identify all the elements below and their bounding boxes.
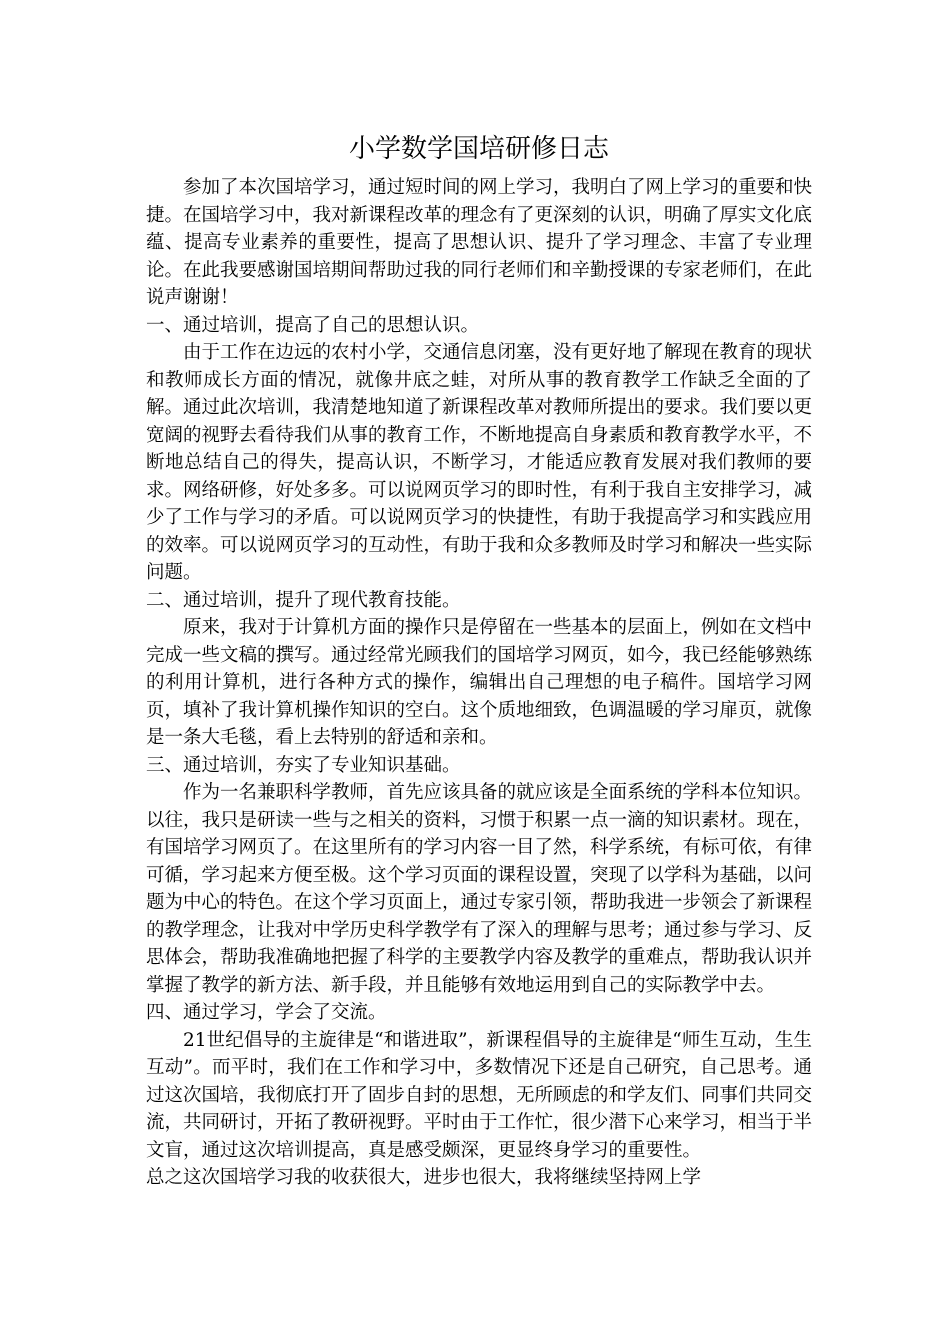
document-title: 小学数学国培研修日志 [348, 134, 609, 164]
section-body-2: 原来，我对于计算机方面的操作只是停留在一些基本的层面上，例如在文档中完成一些文稿的撰写。通过经常光顾我们的国培学习网页，如今，我已经能够熟练的利用计算机，进行各种方式的操作，编辑出自己理想的电子稿件。国培学习网页，填补了我计算机操作知识的空白。这个质地细致，色调温暖的学习扉页，就像是一条大毛毯，看上去特别的舒适和亲和。 [146, 617, 813, 748]
section-body-1: 由于工作在边远的农村小学，交通信息闭塞，没有更好地了解现在教育的现状和教师成长方面的情况，就像井底之蛙，对所从事的教育教学工作缺乏全面的了解。通过此次培训，我清楚地知道了新课程改革对教师所提出的要求。我们要以更宽阔的视野去看待我们从事的教育工作，不断地提高自身素质和教育教学水平，不断地总结自己的得失，提高认识，不断学习，才能适应教育发展对我们教师的要求。网络研修，好处多多。可以说网页学习的即时性，有利于我自主安排学习，减少了工作与学习的矛盾。可以说网页学习的快捷性，有助于我提高学习和实践应用的效率。可以说网页学习的互动性，有助于我和众多教师及时学习和解决一些实际问题。 [146, 342, 813, 583]
closing-paragraph: 总之这次国培学习我的收获很大，进步也很大，我将继续坚持网上学 [146, 1167, 702, 1188]
intro-paragraph: 参加了本次国培学习，通过短时间的网上学习，我明白了网上学习的重要和快捷。在国培学习中，我对新课程改革的理念有了更深刻的认识，明确了厚实文化底蕴、提高专业素养的重要性，提高了思想认识、提升了学习理念、丰富了专业理论。在此我要感谢国培期间帮助过我的同行老师们和辛勤授课的专家老师们，在此说声谢谢！ [146, 177, 813, 308]
section-body-3: 作为一名兼职科学教师，首先应该具备的就应该是全面系统的学科本位知识。以往，我只是研读一些与之相关的资料，习惯于积累一点一滴的知识素材。现在，有国培学习网页了。在这里所有的学习内容一目了然，科学系统，有标可依，有律可循，学习起来方便至极。这个学习页面的课程设置，突现了以学科为基础，以问题为中心的特色。在这个学习页面上，通过专家引领，帮助我进一步领会了新课程的教学理念，让我对中学历史科学教学有了深入的理解与思考；通过参与学习、反思体会，帮助我准确地把握了科学的主要教学内容及教学的重难点，帮助我认识并掌握了教学的新方法、新手段，并且能够有效地运用到自己的实际教学中去。 [146, 782, 813, 996]
section-heading-2: 二、通过培训，提升了现代教育技能。 [146, 589, 461, 611]
section-body-4: 21世纪倡导的主旋律是“和谐进取”，新课程倡导的主旋律是“师生互动，生生互动”。而平时，我们在工作和学习中，多数情况下还是自己研究，自己思考。通过这次国培，我彻底打开了固步自封的思想，无所顾虑的和学友们、同事们共同交流，共同研讨，开拓了教研视野。平时由于工作忙，很少潜下心来学习，相当于半文盲，通过这次培训提高，真是感受颇深，更显终身学习的重要性。 [146, 1029, 813, 1161]
section-heading-3: 三、通过培训，夯实了专业知识基础。 [146, 754, 461, 776]
document-page [146, 132, 812, 1192]
section-heading-4: 四、通过学习，学会了交流。 [146, 1002, 387, 1023]
section-heading-1: 一、通过培训，提高了自己的思想认识。 [146, 314, 480, 336]
